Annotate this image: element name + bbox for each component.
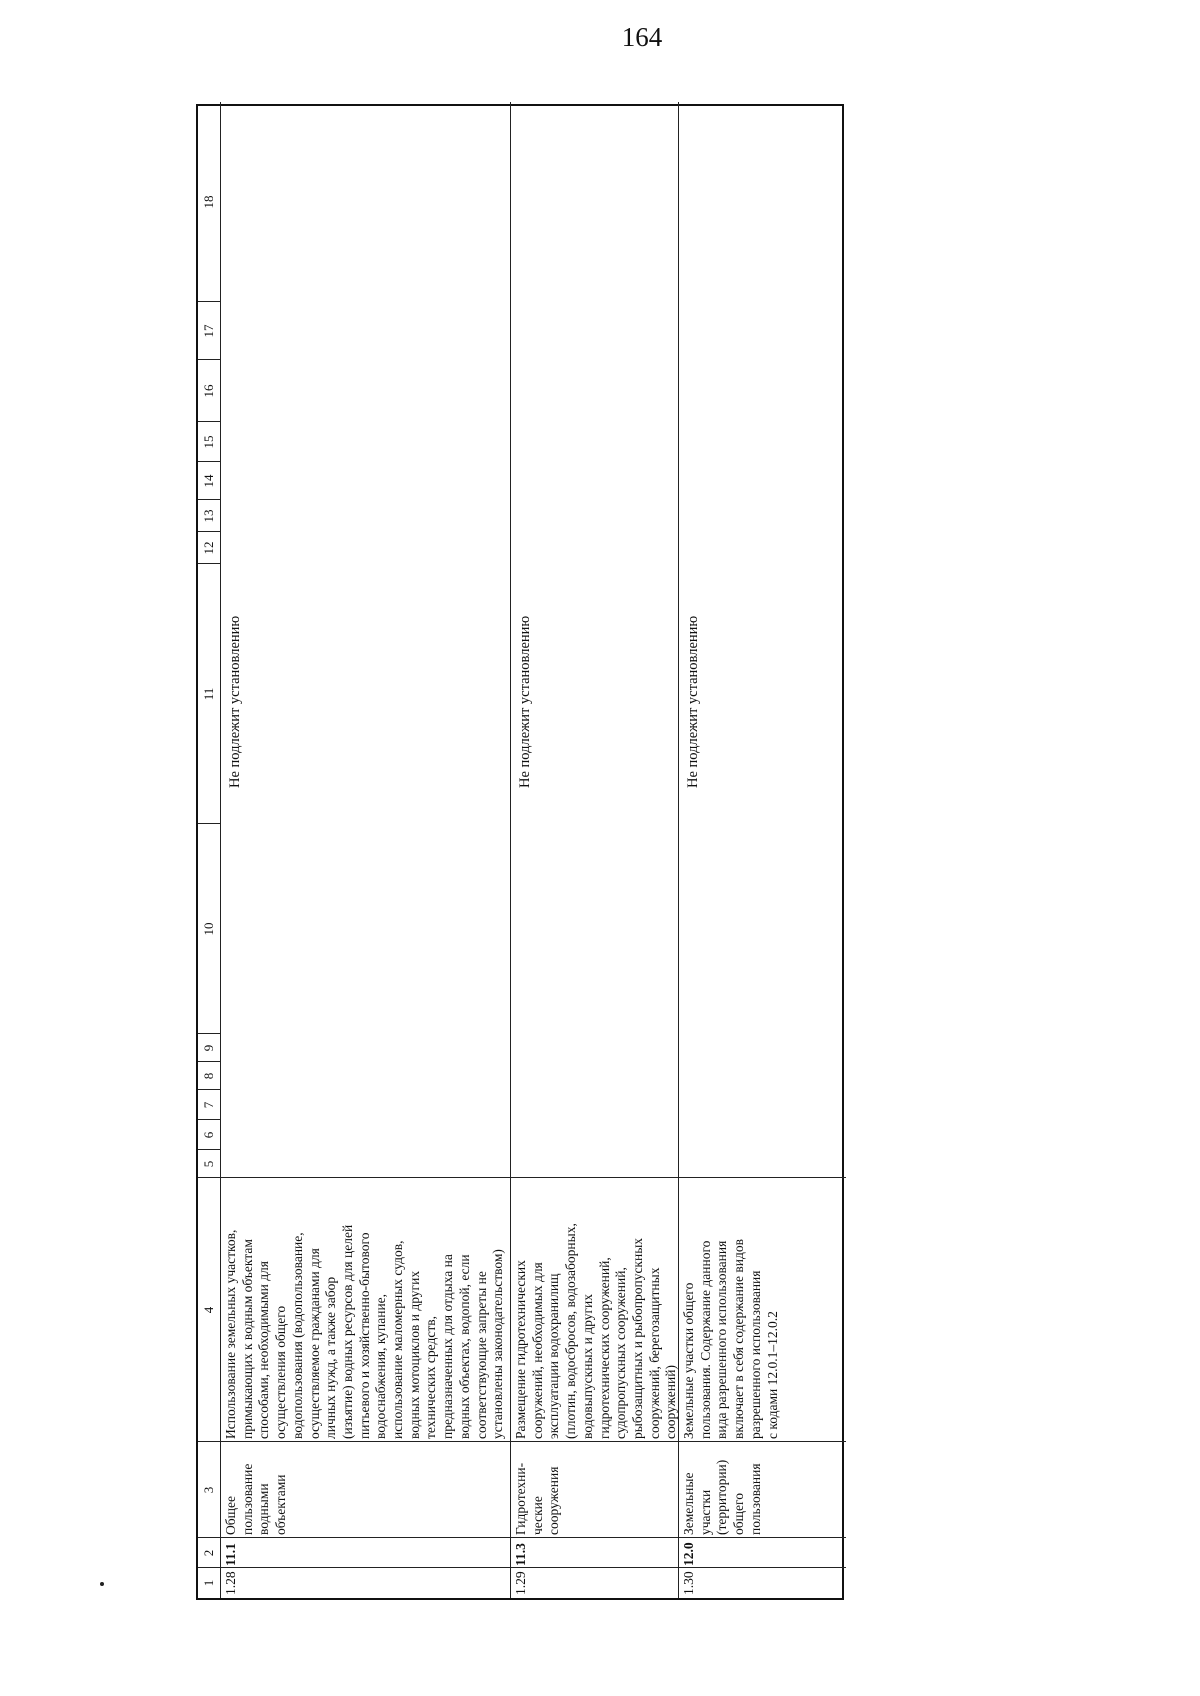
scan-speck bbox=[100, 1582, 104, 1586]
land-use-name: Общее пользование водными объектами bbox=[223, 1463, 289, 1535]
land-use-code: 12.0 bbox=[681, 1542, 696, 1566]
column-header: 18 bbox=[201, 195, 216, 209]
column-header: 15 bbox=[201, 435, 216, 449]
column-header: 1 bbox=[201, 1579, 216, 1587]
column-divider bbox=[198, 499, 220, 500]
land-use-description: Использование земельных участков, примыкающих к водным объектам способами, необходимыми для осуществления общего водопользования (водопользование, осуществляемое гражданами для личных нужд, а также забор (изъятие) водных ресурсов для целей питьевого и хозяйственно-бытового водоснабжения, купание, использование маломерных судов, водных мотоциклов и других технических средств, предназначенных для отдыха на водных объектах, водопой, если соответствующие запреты не установлены законодательством) bbox=[223, 1224, 506, 1439]
column-header: 7 bbox=[201, 1101, 216, 1109]
land-use-name: Гидротехни- ческие сооружения bbox=[513, 1462, 562, 1535]
column-header: 9 bbox=[201, 1044, 216, 1052]
not-applicable-note: Не подлежит установлению bbox=[517, 615, 533, 788]
not-applicable-note: Не подлежит установлению bbox=[227, 615, 243, 788]
land-use-name: Земельные участки (территории) общего пользования bbox=[681, 1459, 763, 1535]
column-divider bbox=[198, 531, 220, 532]
column-divider bbox=[198, 461, 220, 462]
column-divider bbox=[198, 1061, 220, 1062]
column-header: 2 bbox=[201, 1549, 216, 1557]
column-divider bbox=[198, 301, 220, 302]
column-header: 3 bbox=[201, 1486, 216, 1494]
column-header: 4 bbox=[201, 1306, 216, 1314]
row-number: 1.30 bbox=[681, 1571, 696, 1595]
column-header: 11 bbox=[201, 687, 216, 701]
land-use-description: Размещение гидротехнических сооружений, необходимых для эксплуатации водохранилищ (плотин, водосбросов, водозаборных, водовыпускных и других гидротехнических сооружений, судопропускных сооружений, рыбозащитных и рыбопропускных сооружений, берегозащитных сооружений) bbox=[513, 1223, 679, 1439]
column-header: 16 bbox=[201, 384, 216, 398]
column-divider bbox=[198, 1149, 220, 1150]
column-header: 5 bbox=[201, 1160, 216, 1168]
not-applicable-note: Не подлежит установлению bbox=[685, 615, 701, 788]
land-use-description: Земельные участки общего пользования. Содержание данного вида разрешенного использования включает в себя содержание видов разрешенного использования с кодами 12.0.1–12.0.2 bbox=[681, 1239, 780, 1439]
row-number: 1.28 bbox=[223, 1571, 238, 1595]
land-use-code: 11.3 bbox=[513, 1543, 528, 1566]
column-header: 8 bbox=[201, 1072, 216, 1080]
row-number: 1.29 bbox=[513, 1571, 528, 1595]
column-divider bbox=[198, 1441, 846, 1442]
land-use-code: 11.1 bbox=[223, 1543, 238, 1566]
rotated-table-frame bbox=[196, 104, 844, 1600]
page-number: 164 bbox=[621, 22, 663, 52]
column-header: 17 bbox=[201, 324, 216, 338]
column-divider bbox=[198, 1033, 220, 1034]
column-divider bbox=[198, 563, 220, 564]
land-use-table bbox=[196, 104, 844, 1600]
column-header: 14 bbox=[201, 474, 216, 488]
column-divider bbox=[198, 1567, 846, 1568]
column-header: 13 bbox=[201, 509, 216, 523]
column-divider bbox=[198, 359, 220, 360]
header-rule bbox=[220, 102, 221, 1598]
column-header: 10 bbox=[201, 922, 216, 936]
column-header: 6 bbox=[201, 1131, 216, 1139]
column-divider bbox=[198, 1177, 846, 1178]
column-divider bbox=[198, 823, 220, 824]
column-header: 12 bbox=[201, 541, 216, 555]
column-divider bbox=[198, 1089, 220, 1090]
row-divider bbox=[510, 102, 511, 1598]
column-divider bbox=[198, 1119, 220, 1120]
column-divider bbox=[198, 421, 220, 422]
